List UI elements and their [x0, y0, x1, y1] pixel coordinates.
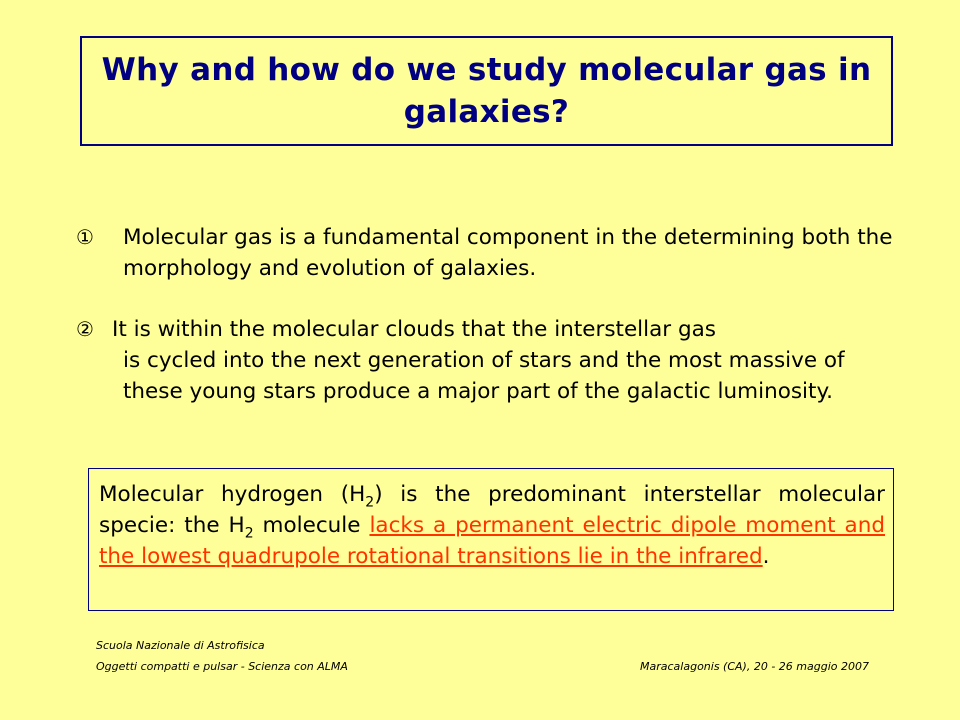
bullet-2-text: is cycled into the next generation of stars and the most massive of these young stars produce a major part of the galactic luminosity. — [123, 348, 845, 404]
bullet-1-marker: ① — [76, 225, 94, 249]
bullet-1-text: Molecular gas is a fundamental component in the determining both the morphology and evolution of galaxies. — [123, 225, 893, 281]
footer-school: Scuola Nazionale di Astrofisica — [96, 639, 265, 652]
slide-title: Why and how do we study molecular gas in galaxies? — [101, 52, 872, 130]
footer-location: Maracalagonis (CA), 20 - 26 maggio 2007 — [640, 660, 869, 673]
info-box — [88, 468, 894, 611]
info-text-end: . — [762, 544, 770, 569]
bullet-2-first-line: It is within the molecular clouds that the interstellar gas — [112, 317, 716, 342]
subscript-2: 2 — [365, 494, 375, 511]
info-text-3: molecule — [253, 513, 370, 538]
info-text-1: Molecular hydrogen (H — [99, 482, 366, 507]
subscript-2b: 2 — [244, 525, 254, 542]
bullet-2-marker: ② — [76, 317, 94, 341]
info-text-2: ) is the predominant interstellar molecular specie: the H — [99, 482, 885, 538]
title-box — [80, 36, 893, 146]
footer-course: Oggetti compatti e pulsar - Scienza con ALMA — [96, 660, 348, 673]
highlight-link[interactable]: lacks a permanent electric dipole moment and the lowest quadrupole rotational transitions lie in the infrared — [99, 513, 885, 569]
